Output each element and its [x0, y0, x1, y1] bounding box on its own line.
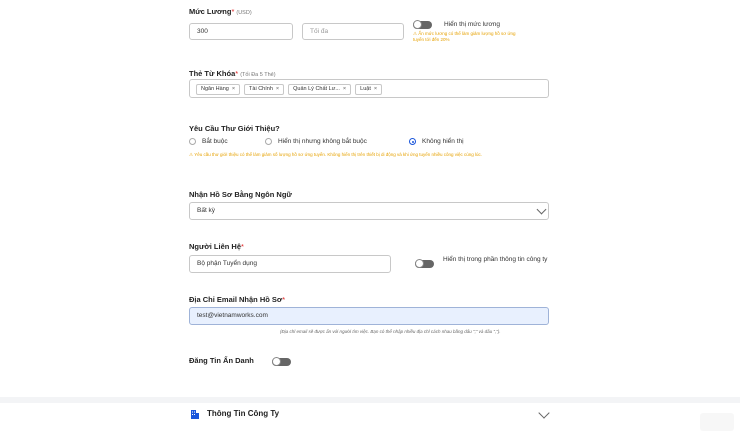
email-label: Địa Chỉ Email Nhận Hồ Sơ*	[189, 295, 286, 304]
tag-remove-icon[interactable]: ×	[342, 86, 347, 92]
radio-icon	[189, 138, 196, 145]
keyword-tag: Luật ×	[355, 84, 382, 95]
show-contact-toggle[interactable]	[415, 260, 434, 268]
show-contact-label: Hiển thị trong phần thông tin công ty	[443, 256, 548, 263]
toggle-knob	[272, 357, 281, 366]
tag-remove-icon[interactable]: ×	[275, 86, 280, 92]
tag-remove-icon[interactable]: ×	[373, 86, 378, 92]
keyword-tag: Tài Chính ×	[244, 84, 284, 95]
email-input[interactable]: test@vietnamworks.com	[189, 307, 549, 325]
cover-letter-option-hidden[interactable]: Không hiển thị	[409, 138, 464, 145]
keywords-input[interactable]	[189, 79, 549, 98]
tag-remove-icon[interactable]: ×	[231, 86, 236, 92]
salary-warning: ⚠ Ẩn mức lương có thể làm giảm lượng hồ sơ ứng tuyển tới đến 20%	[413, 31, 516, 42]
keyword-tag: Quản Lý Chất Lư... ×	[288, 84, 351, 95]
anonymous-label: Đăng Tin Ẩn Danh	[189, 356, 254, 365]
salary-label: Mức Lương* (USD)	[189, 7, 252, 16]
cover-letter-option-optional[interactable]: Hiển thị nhưng không bắt buộc	[265, 138, 367, 145]
language-select[interactable]: Bất kỳ	[189, 202, 549, 220]
contact-label: Người Liên Hệ*	[189, 242, 244, 251]
salary-max-input[interactable]: Tối đa	[302, 23, 404, 40]
salary-min-input[interactable]: 300	[189, 23, 293, 40]
company-section-header[interactable]	[0, 403, 740, 431]
show-salary-toggle[interactable]	[413, 21, 432, 29]
cover-letter-warning: ⚠ Yêu cầu thư giới thiệu có thể làm giảm số lượng hồ sơ ứng tuyển. Không hiển thị trên thiết bị di động và khi ứng tuyển nhiều công việc cùng lúc.	[189, 152, 483, 157]
scroll-corner	[700, 413, 734, 431]
cover-letter-label: Yêu Cầu Thư Giới Thiệu?	[189, 124, 280, 133]
show-salary-label: Hiển thị mức lương	[444, 21, 500, 28]
radio-icon	[265, 138, 272, 145]
company-section-title: Thông Tin Công Ty	[207, 409, 280, 418]
radio-selected-icon	[409, 138, 416, 145]
keywords-label: Thẻ Từ Khóa* (Tối Đa 5 Thẻ)	[189, 69, 276, 78]
anonymous-toggle[interactable]	[272, 358, 291, 366]
chevron-down-icon[interactable]	[538, 407, 549, 418]
email-hint: (Địa chỉ email sẽ được ẩn với người tìm việc. Bạn có thể nhập nhiều địa chỉ cách nhau bằng dấu ";" và dấu ",").	[280, 329, 501, 334]
keyword-tag: Ngân Hàng ×	[196, 84, 240, 95]
building-icon	[190, 409, 200, 419]
language-label: Nhận Hồ Sơ Bằng Ngôn Ngữ	[189, 190, 292, 199]
toggle-knob	[413, 20, 422, 29]
toggle-knob	[415, 259, 424, 268]
contact-input[interactable]: Bộ phận Tuyển dụng	[189, 255, 391, 273]
cover-letter-option-required[interactable]: Bắt buộc	[189, 138, 228, 145]
